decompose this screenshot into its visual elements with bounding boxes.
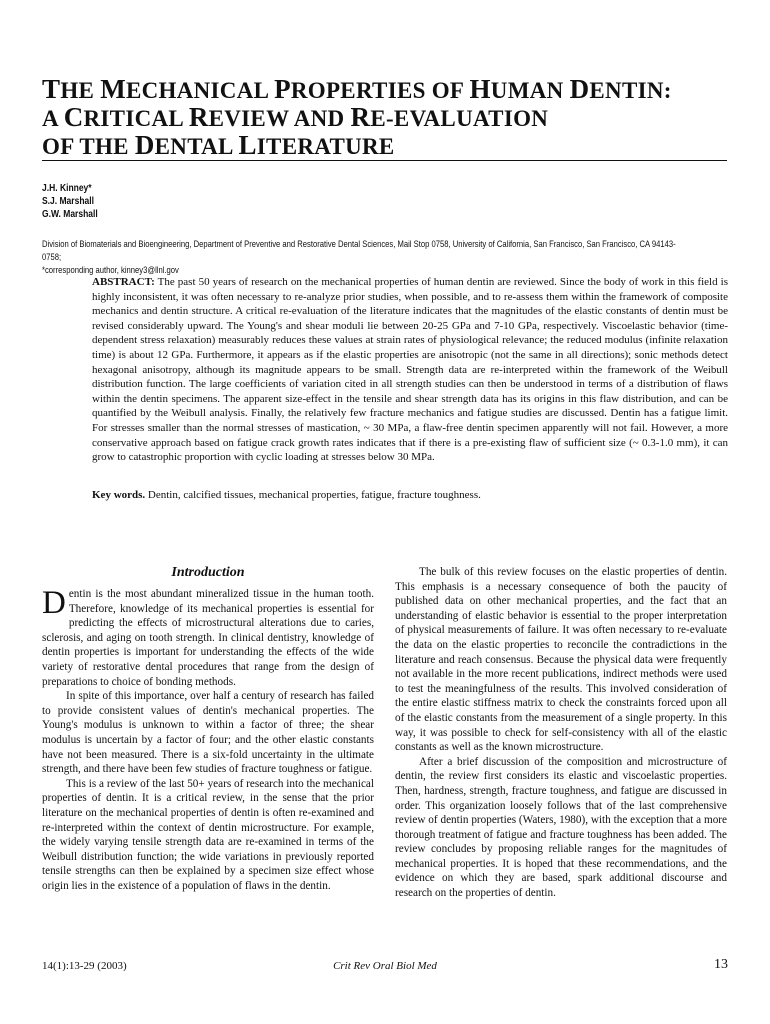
affiliation-line: Division of Biomaterials and Bioengineering, Department of Preventive and Restorative Dental Sciences, Mail Stop 0758, University of California, San Francisco, San Francisco, CA 94143-0758;	[42, 238, 676, 262]
title-line-2: A CRITICAL REVIEW AND RE-EVALUATION	[42, 102, 549, 132]
paper-title	[42, 76, 732, 160]
author: G.W. Marshall	[42, 209, 98, 220]
abstract-label: ABSTRACT:	[92, 276, 155, 288]
footer-journal: Crit Rev Oral Biol Med	[333, 960, 437, 972]
paragraph: Dentin is the most abundant mineralized tissue in the human tooth. Therefore, knowledge of its mechanical properties is essential for predicting the effects of microstructural alterations due to caries, sclerosis, and aging on tooth strength. In clinical dentistry, knowledge of dentin properties is important for understanding the effects of the wide variety of restorative dental procedures that range from the design of preparations to choice of bonding methods.	[42, 585, 374, 688]
title-divider	[42, 160, 727, 161]
paragraph: In spite of this importance, over half a century of research has failed to provide consistent values of dentin's mechanical properties. The Young's modulus is unknown to within a factor of three; the shear modulus is uncertain by a factor of four; and the other elastic constants have not been measured. There is a six-fold uncertainty in the ultimate strength, and there have been few studies of fracture toughness or fatigue.	[42, 690, 374, 776]
right-column	[395, 565, 727, 901]
paragraph: This is a review of the last 50+ years of research into the mechanical properties of dentin. It is a critical review, in the sense that the prior literature on the mechanical properties of dentin is often re-examined and re-interpreted within the context of dentin microstructure. For example, the widely varying tensile strength data are re-examined in terms of the Weibull distribution function; the wide variations in previously reported tensile strengths can then be explained by a specimen size effect whose origin lies in the existence of a population of flaws in the dentin.	[42, 777, 374, 892]
drop-cap: D	[42, 585, 66, 621]
author-list	[42, 182, 98, 221]
affiliation	[42, 237, 694, 276]
paragraph: The bulk of this review focuses on the elastic properties of dentin. This emphasis is a necessary consequence of both the paucity of published data on other mechanical properties, and the fact that an understanding of elastic behavior is essential to the proper interpretation of physical measurements of failure. It was often necessary to re-evaluate the data on the elastic properties to reconcile the contradictions in the literature and reach consensus. Because the physical data were frequently not available in the more recent publications, indirect methods were used to test the meaningfulness of the results. This involved consideration of the entire elastic stiffness matrix to check the constraints forced upon all of the elastic constants from the measurement of a single property. In this way, it was possible to check for self-consistency with all of the elastic constants as well as the known microstructure.	[395, 566, 727, 754]
paragraph: After a brief discussion of the composition and microstructure of dentin, the review first considers its elastic and viscoelastic properties. Then, hardness, strength, fracture toughness, and fatigue are discussed in order. This organization loosely follows that of the last comprehensive review of dentin properties (Waters, 1980), with the exception that a more thorough treatment of fatigue and fracture toughness has been added. The review concludes by proposing reliable ranges for the magnitudes of mechanical properties. It is hoped that these recommendations, and the evidence on which they are based, spark additional discourse and research on the properties of dentin.	[395, 755, 727, 900]
left-column	[42, 565, 374, 893]
author: J.H. Kinney*	[42, 183, 92, 194]
keywords	[92, 488, 728, 502]
abstract	[92, 275, 728, 465]
page-number: 13	[714, 957, 728, 972]
section-heading-introduction: Introduction	[171, 565, 245, 580]
title-line-3: OF THE DENTAL LITERATURE	[42, 130, 395, 160]
footer-citation: 14(1):13-29 (2003)	[42, 960, 127, 972]
title-line-1: THE MECHANICAL PROPERTIES OF HUMAN DENTIN:	[42, 74, 672, 104]
corresponding-author: *corresponding author, kinney3@llnl.gov	[42, 264, 179, 275]
author: S.J. Marshall	[42, 196, 94, 207]
keywords-label: Key words.	[92, 489, 146, 501]
abstract-text: The past 50 years of research on the mechanical properties of human dentin are reviewed. Since the body of work in this field is highly inconsistent, it was often necessary to re-analyze prior studies, when possible, and to re-assess them within the framework of composite mechanics and dentin structure. A critical re-evaluation of the literature indicates that the magnitudes of the elastic constants of dentin must be revised considerably upward. The Young's and shear moduli lie between 20-25 GPa and 7-10 GPa, respectively. Viscoelastic behavior (time-dependent stress relaxation) measurably reduces these values at strain rates of physiological relevance; the reduced modulus (infinite relaxation time) is about 12 GPa. Furthermore, it appears as if the elastic properties are anisotropic (not the same in all directions); sonic methods detect hexagonal anisotropy, although its magnitude appears to be small. Strength data are re-interpreted within the framework of the Weibull distribution function. The large coefficients of variation cited in all strength studies can then be understood in terms of a distribution of flaws within the dentin specimens. The apparent size-effect in the tensile and shear strength data has its origins in this flaw distribution, and can be quantified by the Weibull analysis. Finally, the relatively few fracture mechanics and fatigue studies are discussed. Dentin has a fatigue limit. For stresses smaller than the normal stresses of mastication, ~ 30 MPa, a flaw-free dentin specimen apparently will not fail. However, a more conservative approach based on fatigue crack growth rates indicates that if there is a pre-existing flaw of sufficient size (~ 0.3-1.0 mm), it can grow to catastrophic proportion with cyclic loading at stresses below 30 MPa.	[92, 276, 728, 464]
keywords-text: Dentin, calcified tissues, mechanical properties, fatigue, fracture toughness.	[147, 489, 481, 501]
